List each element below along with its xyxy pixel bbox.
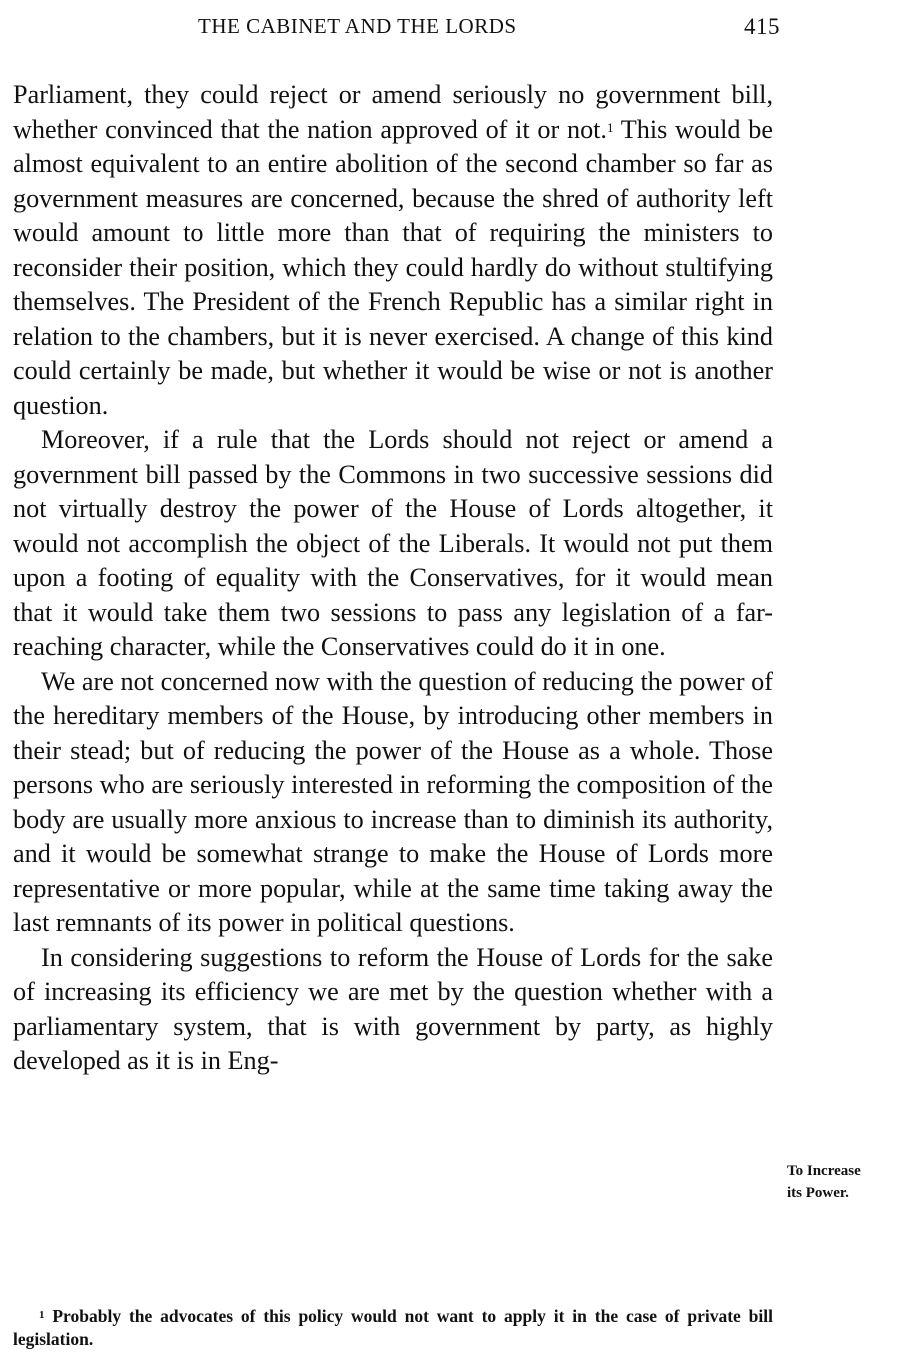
paragraph-3: We are not concerned now with the question of reducing the power of the hereditary members of the House, by introducing other members in their stead; but of reducing the power of the House as a whole. Those persons who are seriously interested in reforming the composition of the body are usually more anxious to increase than to diminish its authority, and it would be somewhat strange to make the House of Lords more representative or more popular, while at the same time taking away the last remnants of its power in political questions. bbox=[13, 666, 773, 937]
footnote bbox=[13, 1305, 773, 1351]
paragraph-1 bbox=[13, 78, 773, 423]
margin-note bbox=[787, 1160, 917, 1204]
footnote-reference: 1 bbox=[606, 119, 614, 135]
running-head bbox=[12, 14, 780, 44]
paragraph-4: In considering suggestions to reform the House of Lords for the sake of increasing its efficiency we are met by the question whether with a parliamentary system, that is with government by party, as highly developed as it is in Eng- bbox=[13, 942, 773, 1075]
margin-note-line-1: To Increase bbox=[787, 1163, 861, 1179]
margin-note-line-2: its Power. bbox=[787, 1185, 849, 1201]
page-number: 415 bbox=[744, 14, 780, 39]
paragraph-1-continuation: This would be almost equivalent to an entire abolition of the second chamber so far as government measures are concerned, because the shred of authority left would amount to little more than that of requiring the ministers to reconsider their position, which they could hardly do without stultifying themselves. The President of the French Republic has a similar right in relation to the chambers, but it is never exercised. A change of this kind could certainly be made, but whether it would be wise or not is another question. bbox=[13, 114, 773, 420]
paragraph-2: Moreover, if a rule that the Lords should not reject or amend a government bill passed by the Commons in two successive sessions did not virtually destroy the power of the House of Lords altogether, it would not accomplish the object of the Liberals. It would not put them upon a footing of equality with the Conservatives, for it would mean that it would take them two sessions to pass any legislation of a far-reaching character, while the Conservatives could do it in one. bbox=[13, 425, 773, 661]
footnote-text: Probably the advocates of this policy would not want to apply it in the case of private bill legislation. bbox=[13, 1306, 773, 1349]
footnote-marker: 1 bbox=[39, 1309, 45, 1321]
paragraph-1-text: Parliament, they could reject or amend seriously no government bill, whether convinced that the nation approved of it or not. bbox=[13, 80, 773, 144]
running-title: THE CABINET AND THE LORDS bbox=[198, 14, 517, 38]
body-text bbox=[13, 78, 773, 1079]
